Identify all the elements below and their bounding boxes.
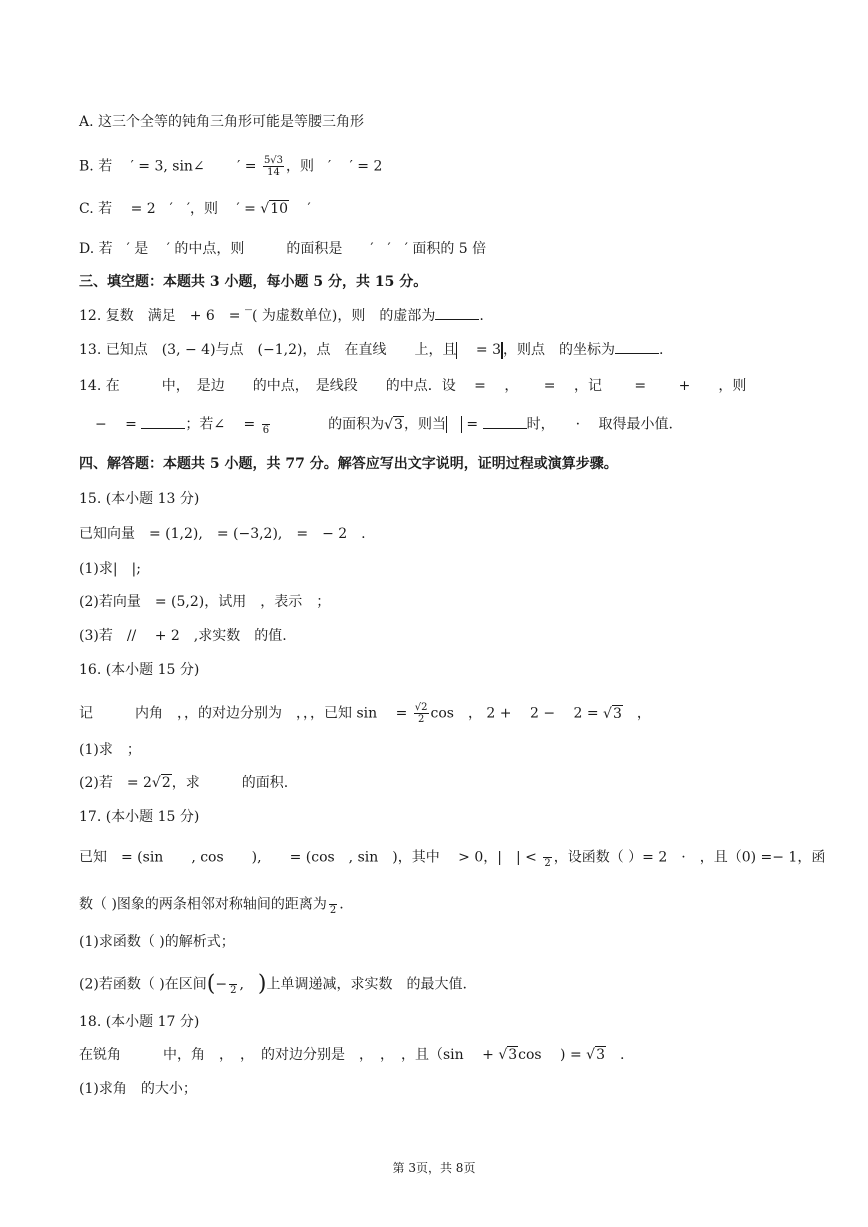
fraction-denominator: 2 [329, 905, 337, 916]
sqrt-expression: √3 [603, 705, 622, 722]
answer-blank [483, 416, 527, 429]
q16-part-2 [79, 774, 288, 792]
sqrt-expression: √3 [586, 1047, 605, 1063]
answer-blank [615, 341, 659, 354]
option-b-pre: B. 若 ′ = 3, sin∠ ′ = [79, 158, 261, 175]
q17-c-end: . [339, 896, 344, 913]
answer-blank [141, 416, 185, 429]
radicand: 3 [596, 1047, 605, 1063]
q16-part-1: (1)求 ； [79, 742, 141, 758]
q14-part-d: ，则当 [403, 416, 446, 433]
q17-given-line-2 [79, 893, 344, 916]
question-12 [79, 307, 484, 325]
q17-part-2 [79, 973, 467, 996]
q12-end: . [479, 308, 484, 324]
q17-heading: 17. (本小题 15 分) [79, 809, 200, 825]
q16-p2-a: (2)若 = 2 [79, 775, 152, 791]
radicand: 3 [612, 705, 622, 722]
q16-heading: 16. (本小题 15 分) [79, 662, 200, 678]
q13-pre: 13. 已知点 (3, − 4)与点 (−1,2)，点 在直线 上，且 [79, 342, 457, 358]
q15-part-3: (3)若 // + 2 ,求实数 的值. [79, 628, 287, 644]
q18-c: . [606, 1047, 625, 1063]
fraction-denominator: 6 [262, 425, 270, 436]
q12-text: 12. 复数 满足 + 6 = ‾( 为虚数单位)，则 的虚部为 [79, 308, 436, 324]
q17-p2-sep: , [239, 976, 258, 993]
option-b-fraction [263, 155, 284, 178]
q13-end: . [659, 342, 664, 358]
question-13 [79, 341, 663, 359]
fraction-denominator: 2 [417, 714, 425, 725]
q18-part-1: (1)求角 的大小； [79, 1081, 197, 1097]
interval-open-paren: ( [206, 971, 216, 997]
q15-part-2: (2)若向量 = (5,2)，试用 ，表示 ； [79, 594, 331, 610]
question-14-line-2 [95, 413, 673, 436]
q16-d: ， [622, 705, 651, 722]
q17-a: 已知 = (sin , cos ), = (cos , sin )，其中 > 0，| | < [79, 849, 542, 866]
q17-c: 数（ )图象的两条相邻对称轴间的距离为 [79, 896, 327, 913]
q14-part-e: = [461, 416, 483, 433]
q18-given [79, 1046, 624, 1064]
fraction-numerator: √2 [414, 702, 428, 713]
sqrt-expression: √3 [384, 416, 403, 433]
radicand: 10 [270, 201, 289, 217]
q14-part-b: ；若∠ = [185, 416, 260, 433]
option-c-pre: C. 若 = 2 ′ ′，则 ′ = [79, 201, 261, 217]
q18-a: 在锐角 中，角 ， ， 的对边分别是 ， ， ，且（sin + [79, 1047, 499, 1063]
q18-heading: 18. (本小题 17 分) [79, 1014, 200, 1030]
fraction-numerator: 5√3 [263, 155, 284, 166]
question-14-line-1: 14. 在 中， 是边 的中点， 是线段 的中点．设 = ， = ，记 = + ，则 [79, 378, 747, 394]
radicand: 3 [508, 1047, 518, 1063]
fraction-denominator: 2 [230, 985, 237, 996]
option-d: D. 若 ′ 是 ′ 的中点，则 的面积是 ′ ′ ′ 面积的 5 倍 [79, 241, 487, 257]
sqrt-expression: √3 [498, 1047, 518, 1063]
q16-c: 2 + 2 − 2 = [481, 705, 604, 722]
option-b-post: ，则 ′ ′ = 2 [286, 158, 383, 175]
abs-bar [446, 416, 447, 433]
option-c-post: ′ [289, 201, 311, 217]
radicand: 2 [161, 775, 171, 791]
q17-fraction-3 [229, 973, 237, 996]
sqrt-expression: √10 [260, 201, 289, 217]
q16-p2-b: ，求 的面积. [171, 775, 289, 791]
q13-mid: = 3 [457, 342, 501, 358]
q17-b: ，设函数（ ）= 2 · ，且（0) =− 1，函 [553, 849, 826, 866]
q18-b: cos ) = [518, 1047, 587, 1063]
q14-part-f: 时， · 取得最小值. [526, 416, 673, 433]
interval-close-paren: ) [257, 971, 267, 997]
q17-p2-a: (2)若函数（ )在区间 [79, 976, 207, 993]
fraction-denominator: 14 [267, 167, 280, 178]
angle-fraction [262, 413, 270, 436]
sqrt-expression: √2 [151, 775, 171, 791]
section-3-heading: 三、填空题：本题共 3 小题，每小题 5 分，共 15 分。 [79, 274, 428, 290]
q17-fraction-2 [329, 893, 337, 916]
q16-fraction [414, 702, 429, 725]
q15-heading: 15. (本小题 13 分) [79, 491, 200, 507]
q16-given [79, 702, 651, 725]
radicand: 3 [394, 416, 403, 433]
q17-p2-minus: − [215, 976, 228, 993]
q17-fraction-1 [543, 846, 551, 869]
q15-part-1: (1)求| |; [79, 561, 141, 577]
option-a: A. 这三个全等的钝角三角形可能是等腰三角形 [79, 114, 365, 130]
option-c [79, 200, 311, 218]
page-footer: 第 3页，共 8页 [392, 1161, 476, 1175]
q16-a: 记 内角 ，，的对边分别为 ，，，已知 sin = [79, 705, 412, 722]
q14-part-c: 的面积为 [272, 416, 385, 433]
fraction-denominator: 2 [544, 858, 551, 869]
section-4-heading: 四、解答题：本题共 5 小题，共 77 分。解答应写出文字说明，证明过程或演算步骤。 [79, 456, 618, 472]
q17-given-line-1 [79, 846, 825, 869]
q15-given: 已知向量 = (1,2), = (−3,2), = − 2 . [79, 526, 366, 542]
q17-part-1: (1)求函数（ )的解析式； [79, 934, 235, 950]
option-b [79, 155, 382, 178]
q13-post: ，则点 的坐标为 [503, 342, 615, 358]
q14-part-a: − = [95, 416, 142, 433]
q17-p2-b: 上单调递减，求实数 的最大值. [266, 976, 467, 993]
answer-blank [435, 307, 479, 320]
q16-b: cos ， [430, 705, 482, 722]
